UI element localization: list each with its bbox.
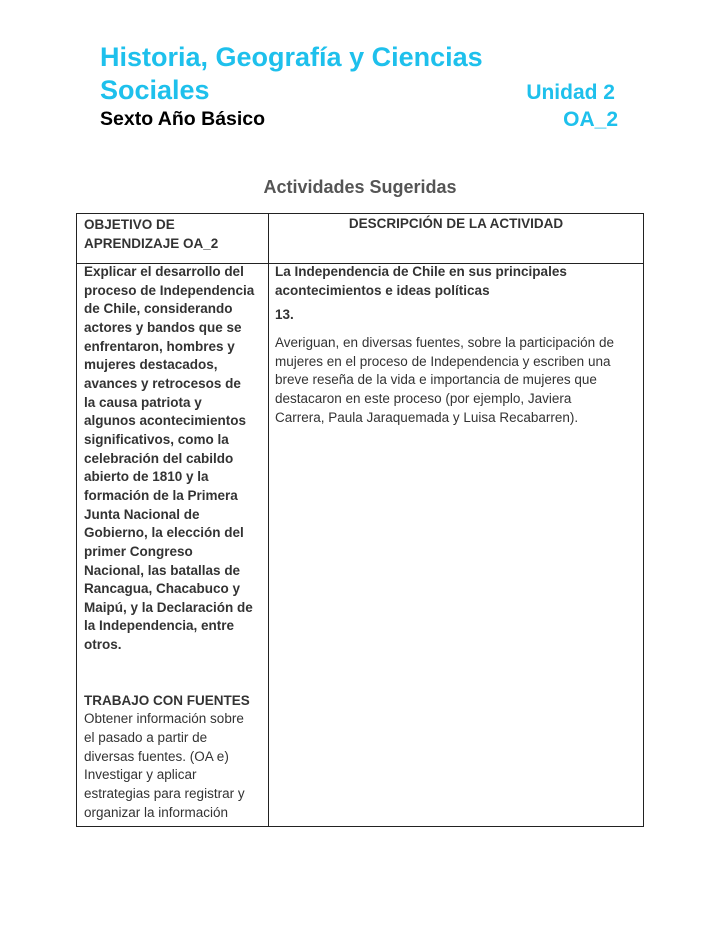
- skill-text: [84, 710, 268, 822]
- text-line: Junta Nacional de: [84, 506, 200, 522]
- description-header: DESCRIPCIÓN DE LA ACTIVIDAD: [348, 216, 564, 231]
- activities-table: [76, 213, 644, 827]
- text-line: breve reseña de la vida e importancia de mujeres que: [275, 372, 597, 388]
- description-cell: [275, 263, 640, 427]
- grade-subtitle: Sexto Año Básico: [100, 108, 266, 130]
- text-line: abierto de 1810 y la: [84, 469, 209, 485]
- text-line: la causa patriota y: [84, 394, 202, 410]
- text-line: formación de la Primera: [84, 487, 238, 503]
- text-line: proceso de Independencia: [84, 282, 255, 298]
- text-line: actores y bandos que se: [84, 319, 242, 335]
- objective-header-line: APRENDIZAJE OA_2: [84, 235, 219, 251]
- text-line: Carrera, Paula Jaraquemada y Luisa Recabarren).: [275, 409, 579, 425]
- text-line: significativos, como la: [84, 431, 229, 447]
- text-line: primer Congreso: [84, 543, 193, 559]
- subject-title-line1: Historia, Geografía y Ciencias: [100, 42, 483, 72]
- text-line: destacaron en este proceso (por ejemplo, Javiera: [275, 390, 572, 406]
- text-line: avances y retrocesos de: [84, 375, 241, 391]
- section-title: Actividades Sugeridas: [263, 177, 457, 197]
- text-line: la Independencia, entre: [84, 618, 235, 634]
- text-line: algunos acontecimientos: [84, 413, 247, 429]
- text-line: el pasado a partir de: [84, 730, 208, 746]
- text-line: otros.: [84, 637, 122, 653]
- text-line: Maipú, y la Declaración de: [84, 599, 253, 615]
- text-line: mujeres en el proceso de Independencia y escriben una: [275, 353, 611, 369]
- text-line: acontecimientos e ideas políticas: [275, 282, 490, 298]
- objective-cell: [84, 263, 268, 822]
- text-line: diversas fuentes. (OA e): [84, 748, 229, 764]
- text-line: mujeres destacados,: [84, 357, 218, 373]
- activity-description: [275, 334, 640, 427]
- column-divider: [268, 214, 269, 826]
- unit-label: Unidad 2: [526, 81, 615, 104]
- activity-title: [275, 263, 640, 300]
- text-line: estrategias para registrar y: [84, 786, 245, 802]
- text-line: organizar la información: [84, 804, 229, 820]
- text-line: Investigar y aplicar: [84, 767, 197, 783]
- objective-text: [84, 263, 268, 655]
- text-line: celebración del cabildo: [84, 450, 234, 466]
- text-line: Rancagua, Chacabuco y: [84, 581, 241, 597]
- text-line: de Chile, considerando: [84, 301, 233, 317]
- activity-number: 13.: [275, 307, 294, 323]
- text-line: enfrentaron, hombres y: [84, 338, 235, 354]
- skill-title: TRABAJO CON FUENTES: [84, 692, 250, 708]
- text-line: Averiguan, en diversas fuentes, sobre la participación de: [275, 334, 614, 350]
- text-line: Explicar el desarrollo del: [84, 264, 244, 279]
- objective-header: [84, 216, 218, 253]
- text-line: La Independencia de Chile en sus principales: [275, 264, 567, 279]
- text-line: Nacional, las batallas de: [84, 562, 241, 578]
- text-line: Obtener información sobre: [84, 711, 244, 727]
- subject-title-line2: Sociales: [100, 75, 210, 105]
- oa-label: OA_2: [563, 108, 618, 131]
- text-line: Gobierno, la elección del: [84, 525, 244, 541]
- objective-header-line: OBJETIVO DE: [84, 217, 175, 232]
